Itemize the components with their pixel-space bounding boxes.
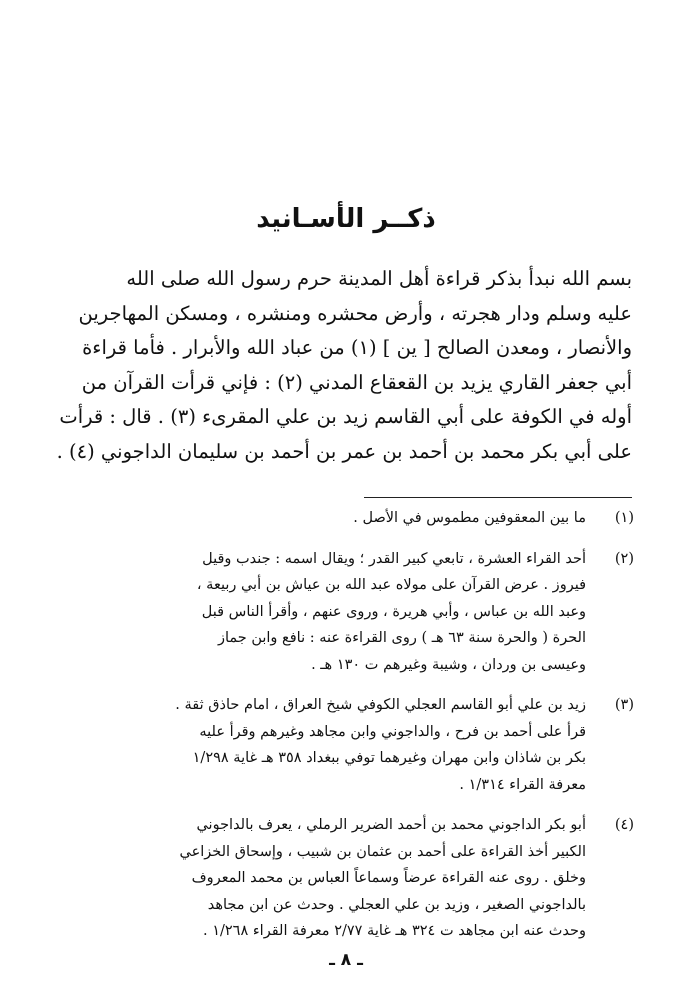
footnote-line: وخلق . روى عنه القراءة عرضاً وسماعاً العباس بن محمد المعروف bbox=[191, 870, 586, 886]
footnote-line: قرأ على أحمد بن فرح ، والداجوني وابن مجاهد وغيرهم وقرأ عليه bbox=[199, 723, 586, 740]
footnote-line: أبو بكر الداجوني محمد بن أحمد الضرير الرملي ، يعرف بالداجوني bbox=[196, 817, 586, 833]
main-text-line: والأنصار ، ومعدن الصالح [ ين ] (١) من عباد الله والأبرار . فأما قراءة bbox=[82, 336, 632, 359]
main-text-line: على أبي بكر محمد بن أحمد بن عمر بن أحمد بن سليمان الداجوني (٤) . bbox=[56, 439, 632, 463]
footnote-number: (١) bbox=[614, 510, 634, 526]
footnote-line: أحد القراء العشرة ، تابعي كبير القدر ؛ ويقال اسمه : جندب وقيل bbox=[202, 550, 586, 567]
footnote-line: وعبد الله بن عباس ، وأبي هريرة ، وروى عنهم ، وأقرأ الناس قبل bbox=[201, 603, 586, 620]
page-number: ـ ٨ ـ bbox=[329, 950, 363, 970]
footnote-4 bbox=[42, 812, 634, 945]
footnote-number: (٤) bbox=[614, 817, 634, 833]
footnote-line: وحدث عنه ابن مجاهد ت ٣٢٤ هـ غاية ٢/٧٧ معرفة القراء ١/٢٦٨ . bbox=[202, 923, 586, 939]
footnote-line: معرفة القراء ١/٣١٤ . bbox=[459, 776, 586, 793]
footnote-2 bbox=[42, 546, 634, 679]
main-text-line: عليه وسلم ودار هجرته ، وأرض محشره ومنشره ، ومسكن المهاجرين bbox=[78, 301, 632, 325]
main-text-line: بسم الله نبدأ بذكر قراءة أهل المدينة حرم رسول الله صلى الله bbox=[126, 267, 632, 290]
main-text-line: أوله في الكوفة على أبي القاسم زيد بن علي المقرىء (٣) . قال : قرأت bbox=[59, 405, 632, 428]
footnote-1 bbox=[42, 505, 634, 532]
main-text-line: أبي جعفر القاري يزيد بن القعقاع المدني (٢) : فإني قرأت القرآن من bbox=[81, 370, 632, 394]
footnote-number: (٣) bbox=[614, 697, 634, 713]
section-title: ذكــر الأسـانيد bbox=[256, 204, 436, 234]
footnotes bbox=[42, 505, 634, 959]
main-text bbox=[42, 262, 632, 469]
footnote-line: بكر بن شاذان وابن مهران وغيرهما توفي ببغداد ٣٥٨ هـ غاية ١/٢٩٨ bbox=[192, 750, 586, 766]
footnote-line: ما بين المعقوفين مطموس في الأصل . bbox=[353, 510, 586, 526]
footnote-line: الحرة ( والحرة سنة ٦٣ هـ ) روى القراءة عنه : نافع وابن جماز bbox=[217, 630, 586, 646]
footnote-3 bbox=[42, 692, 634, 798]
footnote-number: (٢) bbox=[614, 550, 634, 567]
footnote-separator bbox=[364, 497, 632, 498]
footnote-line: الكبير أخذ القراءة على أحمد بن عثمان بن شبيب ، وإسحاق الخزاعي bbox=[179, 843, 586, 860]
footnote-line: بالداجوني الصغير ، وزيد بن علي العجلي . وحدث عن ابن مجاهد bbox=[207, 896, 586, 913]
footnote-line: زيد بن علي أبو القاسم العجلي الكوفي شيخ العراق ، امام حاذق ثقة . bbox=[175, 697, 586, 713]
footnote-line: فيروز . عرض القرآن على مولاه عبد الله بن عياش بن أبي ربيعة ، bbox=[196, 577, 586, 593]
footnote-line: وعيسى بن وردان ، وشيبة وغيرهم ت ١٣٠ هـ . bbox=[311, 656, 586, 673]
